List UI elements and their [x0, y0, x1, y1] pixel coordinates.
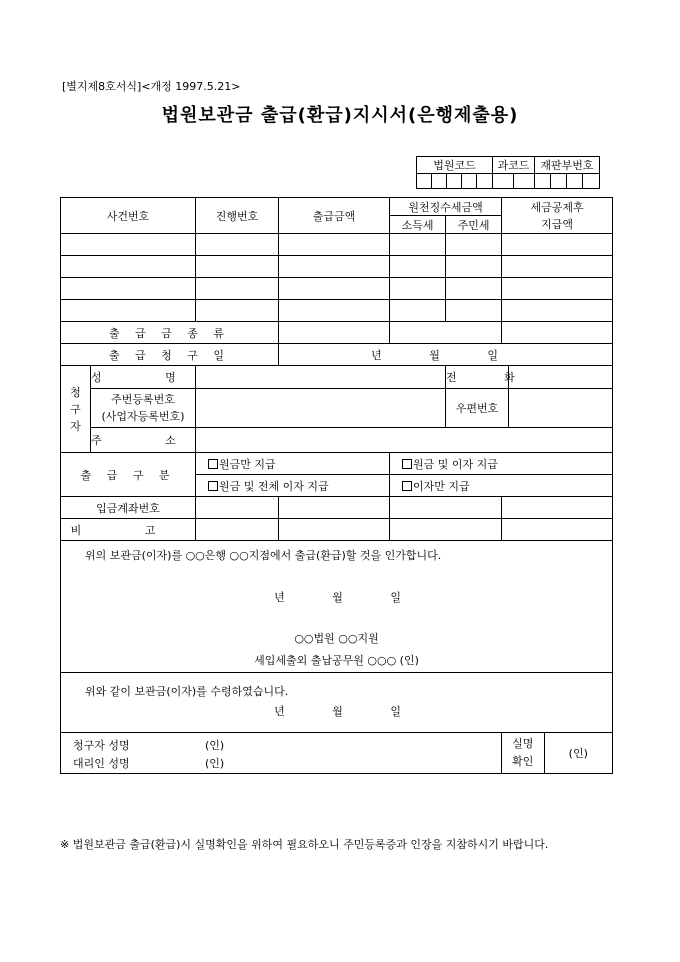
agent-seal[interactable]: (인) [205, 757, 225, 770]
dept-code-label: 과코드 [493, 157, 535, 174]
option-principal-all-interest[interactable]: 원금 및 전체 이자 지급 [196, 475, 390, 497]
code-cell[interactable] [447, 174, 462, 189]
checkbox-icon[interactable] [402, 459, 412, 469]
account-label: 입금계좌번호 [61, 497, 196, 519]
checkbox-icon[interactable] [402, 481, 412, 491]
table-row [61, 278, 613, 300]
receipt-section [61, 673, 613, 733]
claimant-signature-label: 청구자 성명 [73, 739, 130, 752]
code-cell[interactable] [462, 174, 477, 189]
authorization-date: 년 월 일 [274, 591, 423, 604]
code-cell[interactable] [583, 174, 600, 189]
code-cell[interactable] [493, 174, 514, 189]
net-amount-header: 세금공제후 지급액 [502, 198, 613, 234]
agent-signature-label: 대리인 성명 [73, 757, 130, 770]
table-row [61, 234, 613, 256]
form-number: [별지제8호서식]<개정 1997.5.21> [62, 80, 241, 93]
payout-type-value[interactable] [279, 322, 390, 344]
verify-cell [502, 733, 613, 774]
main-form-table [60, 197, 613, 774]
authorization-text: 위의 보관금(이자)를 ○○은행 ○○지점에서 출급(환급)할 것을 인가합니다. [85, 549, 442, 562]
address-field[interactable] [196, 428, 613, 453]
case-no-header: 사건번호 [61, 198, 196, 234]
resident-tax-header: 주민세 [446, 216, 502, 234]
code-cell[interactable] [567, 174, 583, 189]
table-row [61, 300, 613, 322]
progress-no-header: 진행번호 [196, 198, 279, 234]
request-date-label: 출 급 청 구 일 [61, 344, 279, 366]
claimant-seal[interactable]: (인) [205, 739, 225, 752]
remarks-label: 비 고 [61, 519, 196, 541]
reg-no-field[interactable] [196, 389, 446, 428]
authorization-section [61, 541, 613, 673]
postal-field[interactable] [509, 389, 613, 428]
code-cell[interactable] [551, 174, 567, 189]
payout-type-label: 출 급 금 종 류 [61, 322, 279, 344]
code-cell[interactable] [535, 174, 551, 189]
option-principal-only[interactable]: 원금만 지급 [196, 453, 390, 475]
signature-section [61, 733, 502, 774]
receipt-text: 위와 같이 보관금(이자)를 수령하였습니다. [85, 685, 289, 698]
name-label: 성 명 [91, 366, 196, 389]
reg-no-label: 주번등록번호 (사업자등록번호) [91, 389, 196, 428]
checkbox-icon[interactable] [208, 481, 218, 491]
option-interest-only[interactable]: 이자만 지급 [390, 475, 613, 497]
verify-label: 실명 확인 [502, 733, 544, 773]
code-table [416, 156, 600, 189]
authorization-court: ○○법원 ○○지원 [294, 632, 379, 645]
code-cell[interactable] [477, 174, 493, 189]
code-cell[interactable] [514, 174, 535, 189]
table-row [61, 256, 613, 278]
option-principal-interest[interactable]: 원금 및 이자 지급 [390, 453, 613, 475]
withholding-header: 원천징수세금액 [390, 198, 502, 216]
payout-amount-header: 출급금액 [279, 198, 390, 234]
court-code-label: 법원코드 [417, 157, 493, 174]
postal-label: 우편번호 [446, 389, 509, 428]
receipt-date: 년 월 일 [274, 705, 423, 718]
footnote: ※ 법원보관금 출급(환급)시 실명확인을 위하여 필요하오니 주민등록증과 인장을 지참하시기 바랍니다. [60, 838, 549, 851]
page-title: 법원보관금 출급(환급)지시서(은행제출용) [161, 105, 519, 126]
checkbox-icon[interactable] [208, 459, 218, 469]
address-label: 주 소 [91, 428, 196, 453]
code-cell[interactable] [432, 174, 447, 189]
verify-seal[interactable]: (인) [568, 747, 588, 760]
authorization-officer: 세입세출외 출납공무원 ○○○ (인) [254, 654, 419, 667]
name-field[interactable] [196, 366, 446, 389]
income-tax-header: 소득세 [390, 216, 446, 234]
claimant-label: 청 구 자 [61, 366, 91, 453]
category-label: 출 급 구 분 [61, 453, 196, 497]
request-date-value[interactable]: 년 월 일 [279, 344, 613, 366]
judge-code-label: 재판부번호 [535, 157, 600, 174]
phone-label: 전 화 [446, 366, 509, 389]
code-cell[interactable] [417, 174, 432, 189]
